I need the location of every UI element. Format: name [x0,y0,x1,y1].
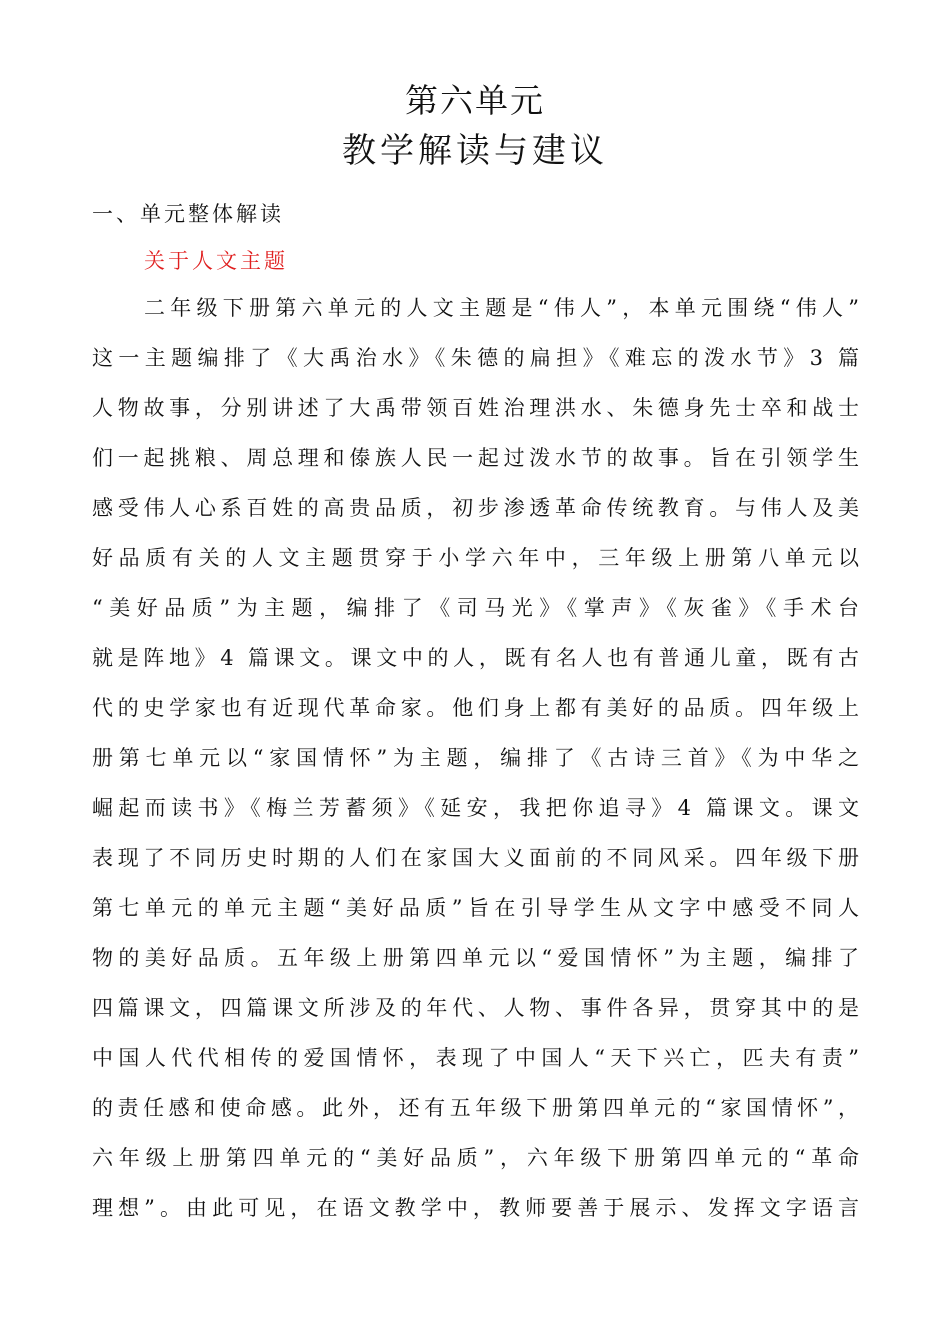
body-line: 们一起挑粮、周总理和傣族人民一起过泼水节的故事。旨在引领学生 [92,446,862,470]
page-title-line1: 第六单元 [405,81,545,120]
body-line: 感受伟人心系百姓的高贵品质，初步渗透革命传统教育。与伟人及美 [92,496,862,520]
body-line: 四篇课文，四篇课文所涉及的年代、人物、事件各异，贯穿其中的是 [92,996,862,1020]
body-line: 这一主题编排了《大禹治水》《朱德的扁担》《难忘的泼水节》3 篇 [92,346,862,370]
body-line: “美好品质”为主题，编排了《司马光》《掌声》《灰雀》《手术台 [92,596,862,620]
body-paragraph [92,295,862,1245]
body-line: 中国人代代相传的爱国情怀，表现了中国人“天下兴亡，匹夫有责” [92,1046,862,1070]
body-line: 人物故事，分别讲述了大禹带领百姓治理洪水、朱德身先士卒和战士 [92,396,862,420]
body-line: 第七单元的单元主题“美好品质”旨在引导学生从文字中感受不同人 [92,896,862,920]
body-line: 物的美好品质。五年级上册第四单元以“爱国情怀”为主题，编排了 [92,946,862,970]
body-line: 二年级下册第六单元的人文主题是“伟人”，本单元围绕“伟人” [144,296,862,320]
body-line: 代的史学家也有近现代革命家。他们身上都有美好的品质。四年级上 [92,696,862,720]
body-line: 六年级上册第四单元的“美好品质”，六年级下册第四单元的“革命 [92,1146,862,1170]
section-heading: 一、单元整体解读 [92,202,284,226]
body-line: 的责任感和使命感。此外，还有五年级下册第四单元的“家国情怀”， [92,1096,862,1120]
subheading-humanistic-theme: 关于人文主题 [144,249,288,273]
body-line: 好品质有关的人文主题贯穿于小学六年中，三年级上册第八单元以 [92,546,862,570]
body-line: 表现了不同历史时期的人们在家国大义面前的不同风采。四年级下册 [92,846,862,870]
body-line: 就是阵地》4 篇课文。课文中的人，既有名人也有普通儿童，既有古 [92,646,862,670]
body-line: 册第七单元以“家国情怀”为主题，编排了《古诗三首》《为中华之 [92,746,862,770]
body-line: 崛起而读书》《梅兰芳蓄须》《延安，我把你追寻》4 篇课文。课文 [92,796,862,820]
body-line: 理想”。由此可见，在语文教学中，教师要善于展示、发挥文字语言 [92,1196,862,1220]
page-title-line2: 教学解读与建议 [342,131,608,171]
